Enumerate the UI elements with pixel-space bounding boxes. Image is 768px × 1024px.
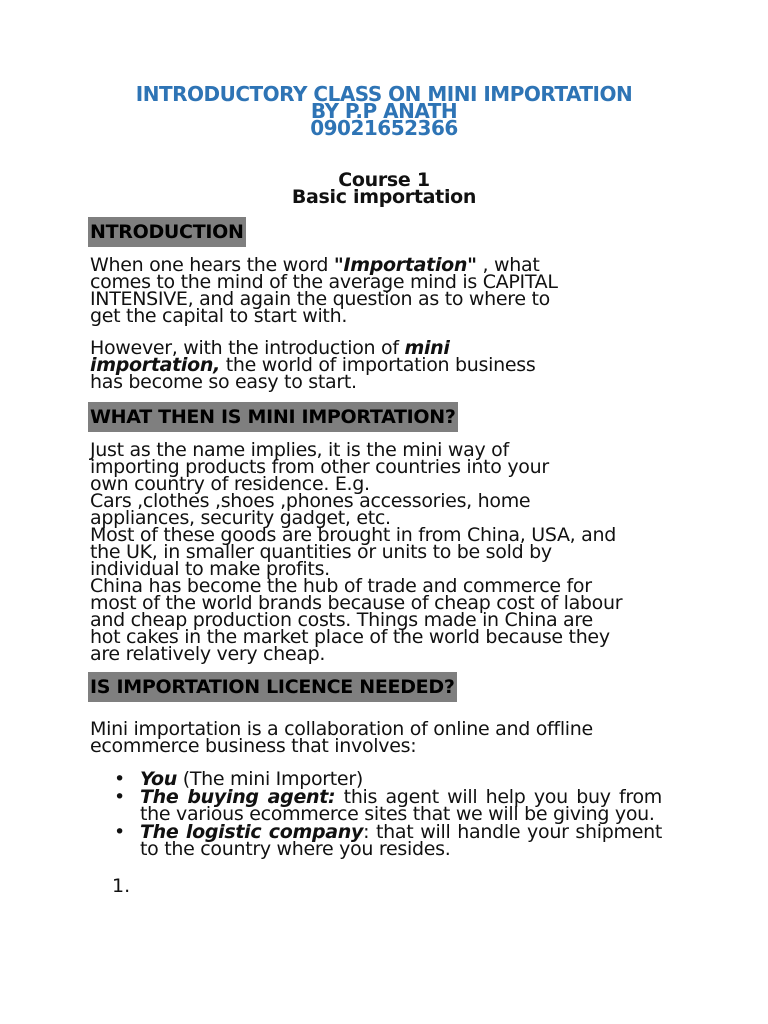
licence-paragraph: Mini importation is a collaboration of online and offline ecommerce business that involves: [90,718,593,757]
intro-paragraph-1: When one hears the word "Importation" , what comes to the mind of the average mind is CAPITAL INTENSIVE, and again the question as to where to get the capital to start with. [90,257,626,325]
importation-emphasis-2: importation, [90,354,221,376]
bullet-icon: • [114,786,125,808]
title-line-1: INTRODUCTORY CLASS ON MINI IMPORTATION [135,82,633,106]
list-item: • The logistic company: that will handle your shipment to the country where you resides. [114,821,662,860]
mini-emphasis: mini [404,337,450,359]
course-number: Course 1 [338,169,430,191]
title-line-3: 09021652366 [310,116,458,140]
intro-p1-line-1: When one hears the word "Importation" , what [90,254,540,276]
list-item: • The buying agent: this agent will help you buy from the various ecommerce sites that we will be giving you. [114,786,662,825]
licence-heading: IS IMPORTATION LICENCE NEEDED? [88,672,457,702]
bullet-icon: • [114,821,125,843]
bullet-icon: • [114,768,125,790]
list-item: • You (The mini Importer) [114,768,363,790]
course-title [0,169,768,208]
introduction-heading: NTRODUCTION [88,217,246,247]
course-subtitle: Basic importation [291,186,477,208]
numbered-item: 1. [112,875,131,897]
participants-list [90,768,662,860]
what-is-mini-importation-heading: WHAT THEN IS MINI IMPORTATION? [88,402,458,432]
intro-paragraph-2: However, with the introduction of mini importation, the world of importation business has become so easy to start. [90,337,536,393]
document-title [0,82,768,140]
title-line-2: BY P.P ANATH [310,99,458,123]
importation-emphasis: "Importation" [333,254,477,276]
what-paragraph: Just as the name implies, it is the mini way of importing products from other countries into your own country of residence. E.g. Cars ,clothes ,shoes ,phones accessories, home appliances, security gadget, etc. Most of these goods are brought in from China, USA, and the UK, in smaller quantities or units to be sold by individual to make profits. China has become the hub of trade and commerce for most of the world brands because of cheap cost of labour and cheap production costs. Things made in China are hot cakes in the market place of the world because they are relatively very cheap. [90,439,623,665]
